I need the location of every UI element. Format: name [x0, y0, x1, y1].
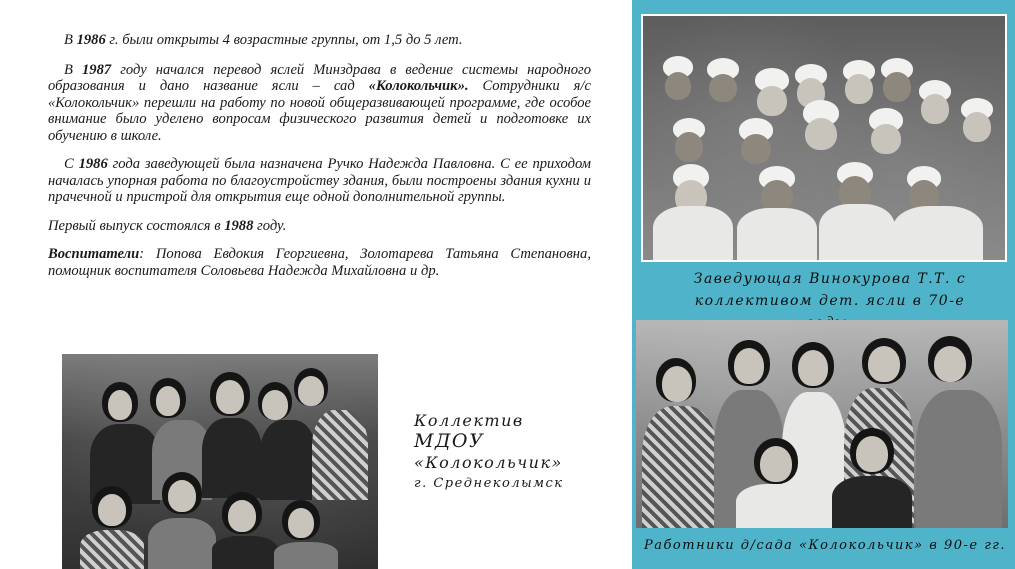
collective-signature: [408, 410, 628, 494]
year-1986: 1986: [76, 32, 106, 48]
signature-line-4: г. Среднеколымск: [414, 476, 564, 491]
caption-70s: Заведующая Винокурова Т.Т. с коллективом дет. ясли в 70-е: [693, 271, 967, 309]
paragraph-4: Первый выпуск состоялся в 1988 году.: [48, 217, 287, 234]
signature-line-1: Коллектив: [414, 411, 524, 430]
year-1987: 1987: [81, 61, 112, 78]
paragraph-3: С 1986 года заведующей была назначена Ручко Надежда Павловна. С ее приходом началась упорная работа по благоустройству здания, были построены здания кухни и прачечной и пристрой для открытия еще одной дополнительной группы.: [48, 156, 592, 205]
year-1986-b: 1986: [78, 156, 108, 172]
group-photo-90s: [636, 320, 1008, 528]
history-text: [48, 32, 591, 291]
year-1988: 1988: [224, 217, 254, 234]
paragraph-2: В 1987 году начался перевод яслей Минздрава в ведение системы народного образования и дано название ясли – сад «Колокольчик». Сотрудники я/с «Колокольчик» перешли на работу по новой общеразвивающей программе, где особое внимание было уделено вопросам физического развития детей и подготовке их обучению в школе.: [48, 61, 591, 144]
group-photo-70s: [641, 14, 1007, 262]
signature-line-2: МДОУ: [414, 430, 485, 452]
group-photo-bottom-left: [62, 354, 378, 569]
kindergarten-name: «Колокольчик».: [368, 78, 469, 94]
paragraph-5: Воспитатели: Попова Евдокия Георгиевна, Золотарева Татьяна Степановна, помощник воспитателя Соловьева Надежда Михайловна и др.: [48, 246, 591, 279]
caption-90s: Работники д/сада «Колокольчик» в 90-е гг.: [644, 538, 1006, 553]
educators-label: Воспитатели: [48, 246, 140, 262]
paragraph-1: В 1986 г. были открыты 4 возрастные группы, от 1,5 до 5 лет.: [64, 32, 463, 48]
signature-line-3: «Колокольчик»: [414, 453, 563, 472]
